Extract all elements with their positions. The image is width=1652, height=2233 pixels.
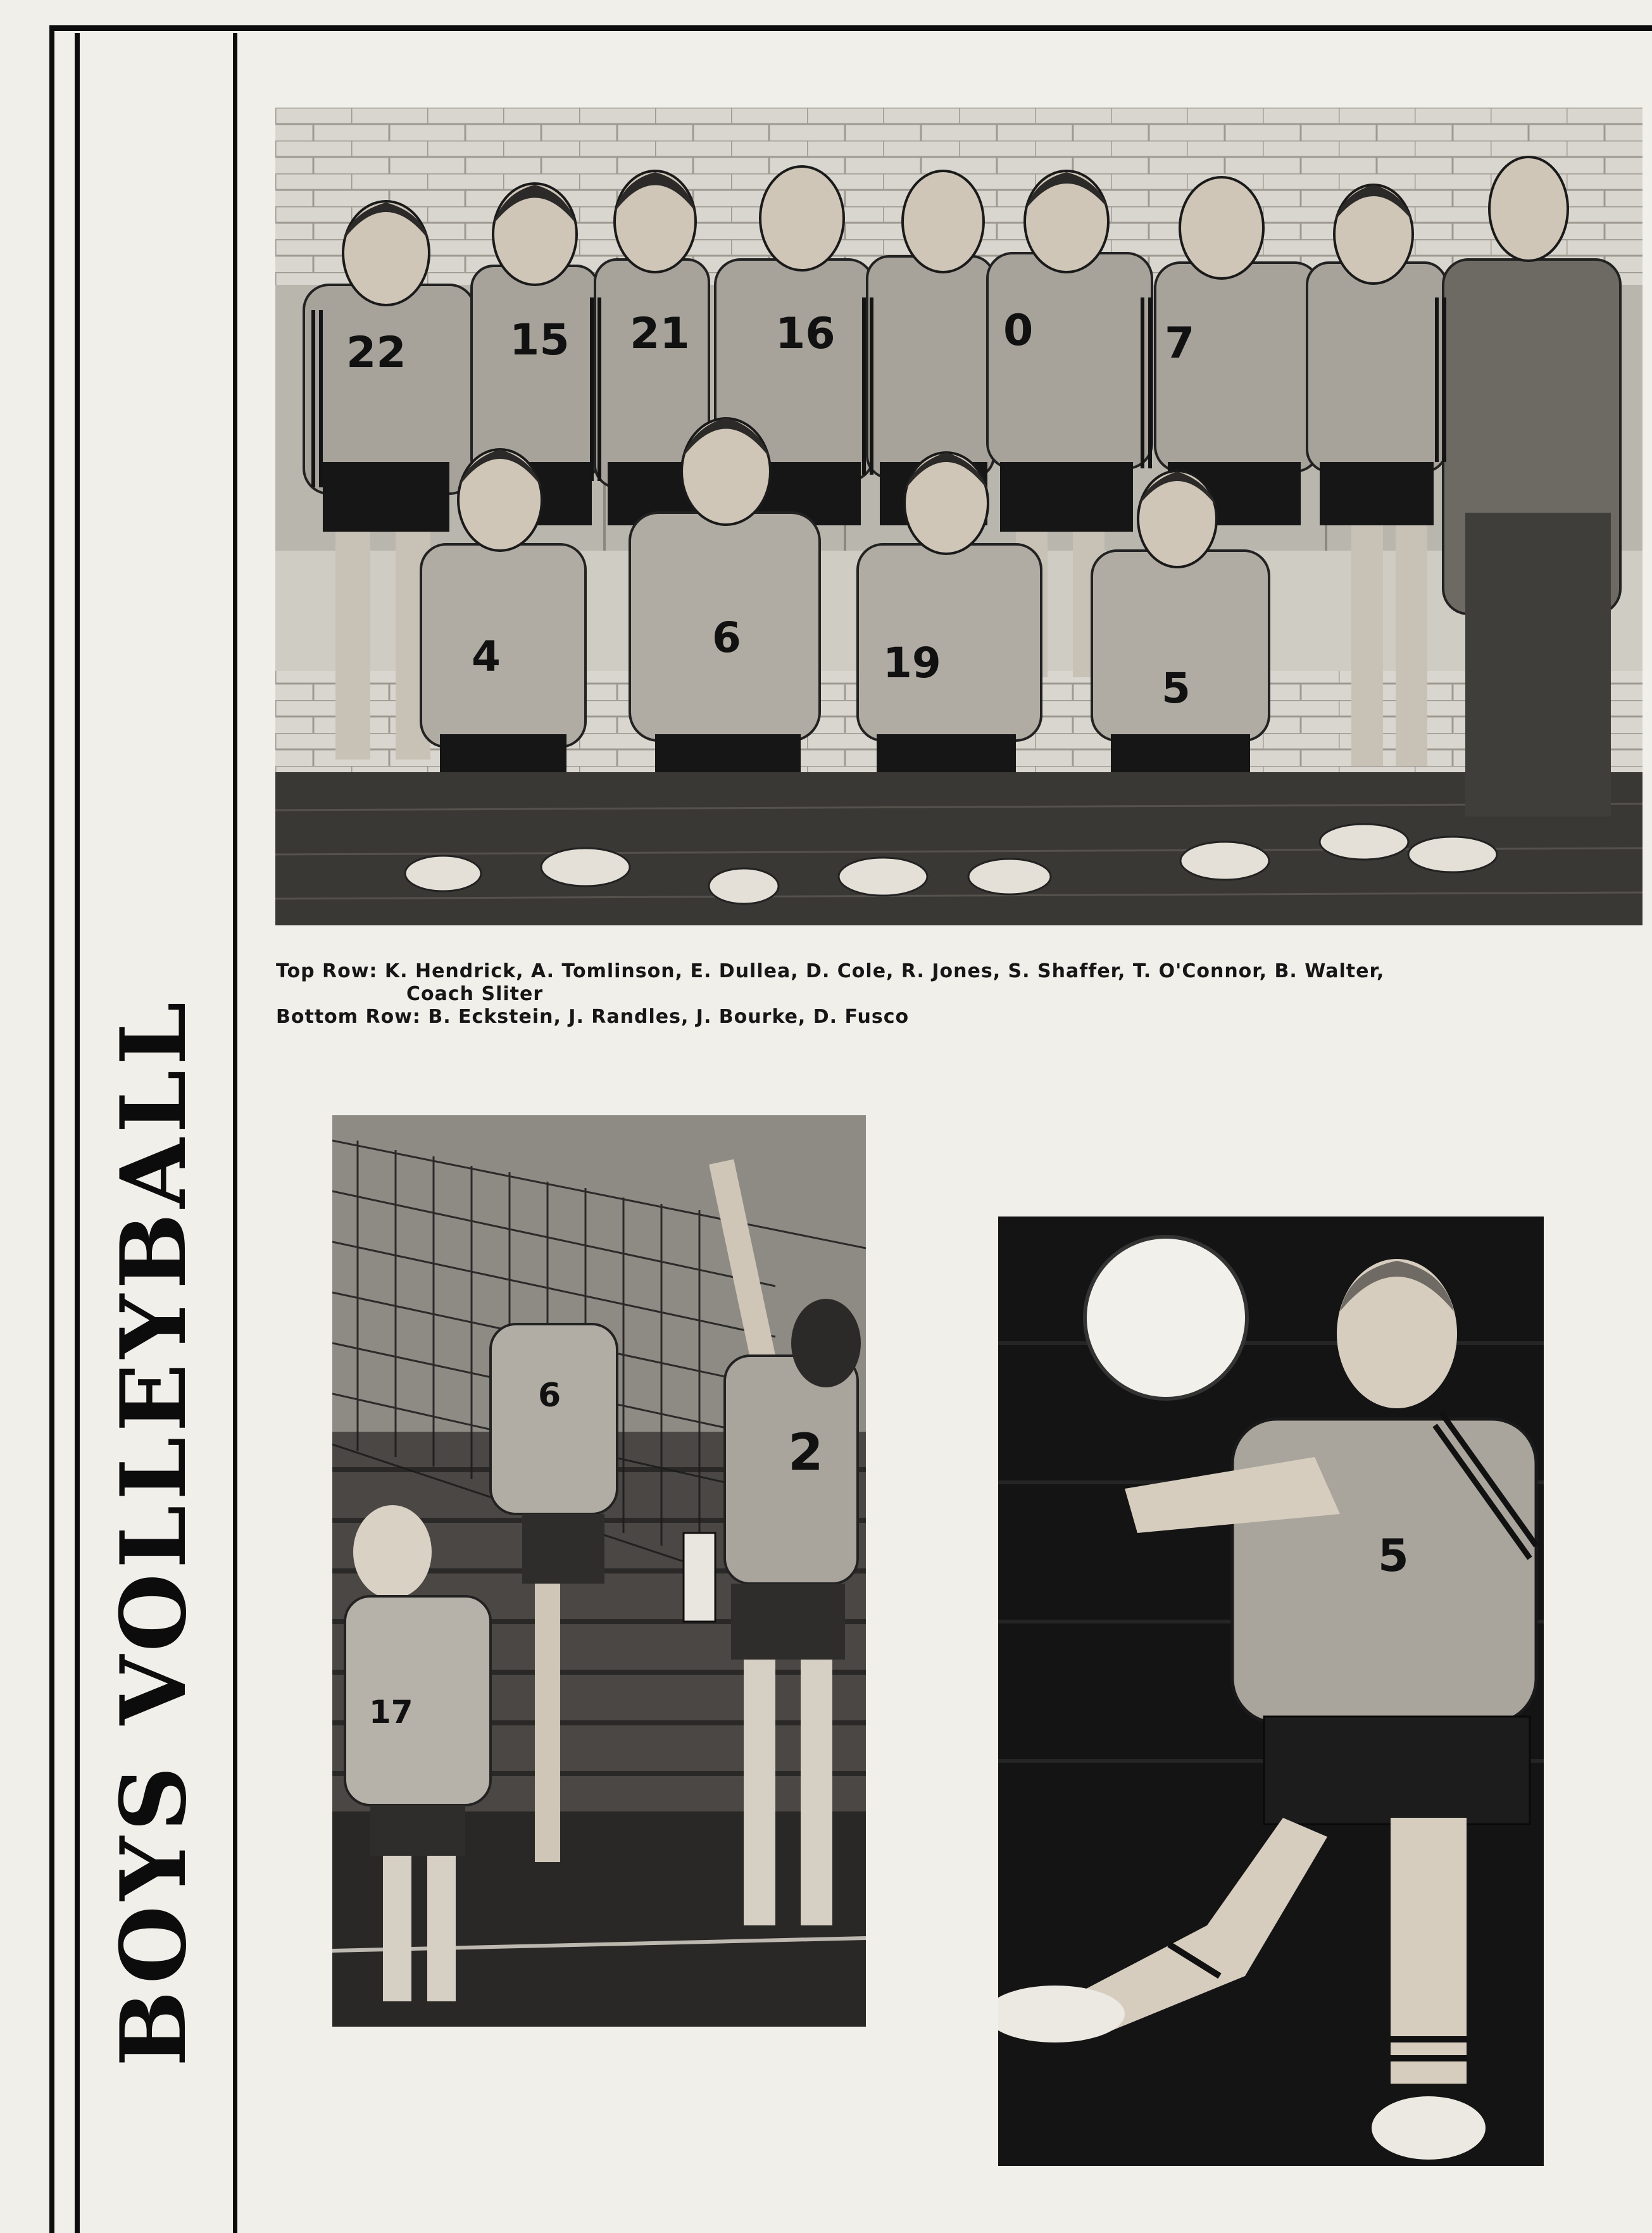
jersey-number: 17 bbox=[369, 1694, 413, 1730]
action-photo-bump bbox=[998, 1217, 1544, 2166]
jersey-number: 6 bbox=[712, 613, 741, 662]
jersey-number: 5 bbox=[1161, 664, 1191, 713]
margin-divider-rule bbox=[233, 33, 237, 2233]
jersey-number: 7 bbox=[1165, 318, 1195, 368]
action-photo-net-block bbox=[332, 1115, 866, 2027]
team-photo bbox=[275, 108, 1643, 925]
top-rule bbox=[49, 25, 1652, 31]
page-title: BOYS VOLLEYBALL bbox=[101, 996, 206, 2067]
jersey-number: 6 bbox=[538, 1377, 561, 1415]
team-caption bbox=[276, 960, 1637, 1029]
jersey-number: 21 bbox=[630, 309, 690, 359]
jersey-number: 0 bbox=[1003, 306, 1034, 356]
jersey-number: 4 bbox=[472, 632, 501, 681]
jersey-number: 22 bbox=[346, 328, 406, 378]
jersey-number: 2 bbox=[788, 1423, 823, 1482]
caption-top-row-continued: Coach Sliter bbox=[406, 983, 544, 1005]
volleyball-icon bbox=[1085, 1237, 1247, 1399]
jersey-number: 5 bbox=[1378, 1530, 1409, 1582]
left-outer-rule bbox=[49, 25, 54, 2233]
jersey-number: 15 bbox=[510, 315, 570, 365]
caption-top-row: Top Row: K. Hendrick, A. Tomlinson, E. Dullea, D. Cole, R. Jones, S. Shaffer, T. O'Connor, B. Walter, bbox=[276, 960, 1385, 982]
left-inner-rule bbox=[75, 33, 80, 2233]
caption-bottom-row: Bottom Row: B. Eckstein, J. Randles, J. Bourke, D. Fusco bbox=[276, 1006, 910, 1028]
jersey-number: 16 bbox=[775, 309, 835, 359]
jersey-number: 19 bbox=[883, 639, 941, 687]
